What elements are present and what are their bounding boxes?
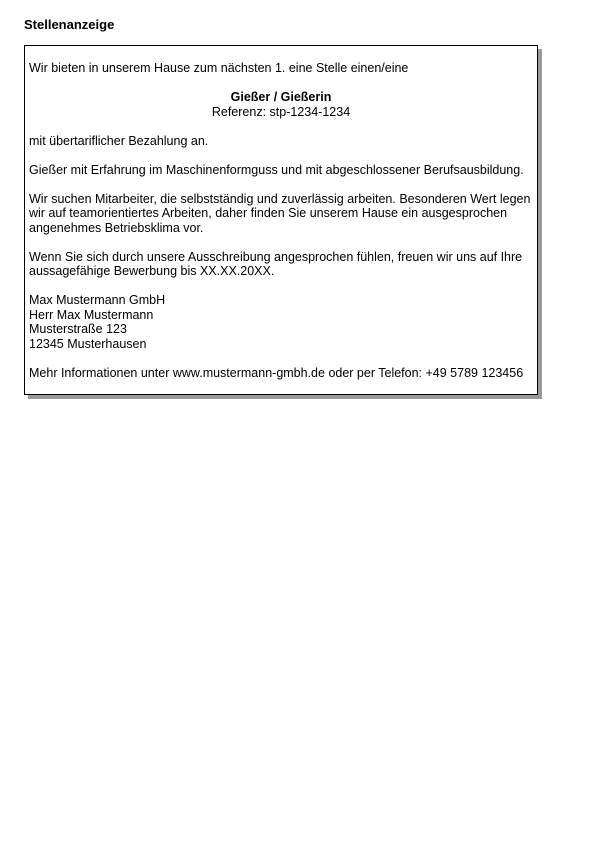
description-line: Wir suchen Mitarbeiter, die selbstständig und zuverlässig arbeiten. Besonderen Wert legen — [29, 191, 531, 206]
description-line: angenehmes Betriebsklima vor. — [29, 220, 204, 235]
company-name: Max Mustermann GmbH — [29, 293, 166, 307]
description-text — [29, 192, 533, 236]
street-address: Musterstraße 123 — [29, 322, 127, 336]
contact-address — [29, 293, 533, 351]
page-title: Stellenanzeige — [24, 17, 115, 32]
application-line: aussagefähige Bewerbung bis XX.XX.20XX. — [29, 264, 275, 278]
job-ad-box — [24, 45, 538, 395]
more-info-text: Mehr Informationen unter www.mustermann-gmbh.de oder per Telefon: +49 5789 123456 — [29, 365, 524, 380]
salary-text: mit übertariflicher Bezahlung an. — [29, 133, 209, 148]
contact-person: Herr Max Mustermann — [29, 307, 154, 322]
requirements-text: Gießer mit Erfahrung im Maschinenformguss und mit abgeschlossener Berufsausbildung. — [29, 162, 524, 177]
description-line: wir auf teamorientiertes Arbeiten, daher finden Sie unserem Hause ein ausgesprochen — [29, 206, 508, 220]
job-title-block — [29, 90, 533, 119]
city-address: 12345 Musterhausen — [29, 336, 147, 351]
application-line: Wenn Sie sich durch unsere Ausschreibung angesprochen fühlen, freuen wir uns auf Ihre — [29, 249, 523, 264]
application-text — [29, 250, 533, 279]
job-title: Gießer / Gießerin — [230, 90, 332, 104]
reference-number: Referenz: stp-1234-1234 — [211, 104, 351, 119]
intro-text: Wir bieten in unserem Hause zum nächsten 1. eine Stelle einen/eine — [29, 61, 409, 75]
